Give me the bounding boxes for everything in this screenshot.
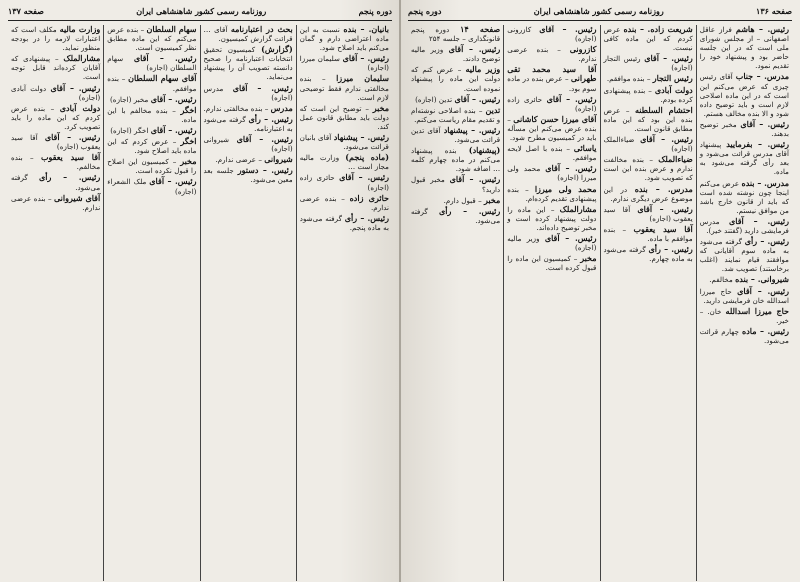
speech-text: تدین (اجازه)	[415, 94, 453, 104]
speech-text: – عرض کنم که دولت این ماده را پیشنهاد نموده است.	[411, 65, 501, 93]
speech-entry	[11, 84, 100, 102]
speaker-name: رئیس. – آقای	[133, 53, 197, 64]
speech-entry	[411, 175, 500, 193]
speaker-name: ضیاءالملک	[658, 154, 693, 165]
speaker-name: آقای شیروانی	[54, 192, 101, 203]
speech-text: نسبت به این ماده اعتراضی دارم و گمان می‌کنم باید اصلاح شود.	[299, 25, 389, 53]
speech-entry	[700, 275, 789, 284]
speaker-name: محمد ولی میرزا	[534, 183, 597, 194]
right-page-title: روزنامه رسمی کشور شاهنشاهی ایران	[533, 6, 664, 16]
speaker-name: اخگر	[180, 136, 197, 147]
speaker-name: دولت آبادی	[59, 102, 101, 113]
speech-entry	[11, 153, 100, 171]
speech-text: – بنده پیشنهادی کرده بودم.	[603, 85, 693, 104]
speech-entry	[300, 214, 389, 232]
speech-text: – بنده مخالفم.	[11, 153, 101, 172]
speech-text: گرفته می‌شود به ماده چهارم.	[603, 245, 693, 264]
speech-entry	[107, 126, 196, 135]
speaker-name: رئیس. – آقای	[232, 82, 293, 93]
speaker-name: رئیس. – رأی	[744, 236, 789, 247]
speaker-name: صفحه ۱۴	[460, 25, 501, 34]
speaker-name: رئیس. – پیشنهاد	[443, 124, 501, 135]
speech-text: – بنده مخالفت ندارم و عرض بنده این است که تصویب شود.	[603, 155, 693, 183]
speech-text: – عرض کردم که این ماده باید اصلاح شود.	[107, 137, 197, 156]
speech-text: – بنده با اصل لایحه موافقم.	[507, 144, 597, 163]
speech-text: آقای رئیس چیزی که عرض می‌کنم این است که در این ماده اصلاحی لازم است و باید توضیح داده شود و الا بنده مخالف هستم.	[699, 72, 789, 118]
speaker-name: رئیس. – آقای	[454, 93, 501, 104]
speaker-name: حاج میرزا اسدالله	[725, 305, 789, 316]
speech-entry	[300, 133, 389, 151]
speech-entry	[507, 254, 596, 272]
speech-entry	[107, 157, 196, 175]
speaker-name: (پیشنهاد)	[468, 145, 501, 156]
speech-text: گرفته می‌شود به ماده سوم آقایانی که موافقند قیام نمایند (اغلب برخاستند) تصویب شد.	[699, 237, 789, 274]
speaker-name: رئیس. – آقای	[339, 172, 389, 183]
speech-entry	[507, 25, 596, 43]
speech-entry	[11, 25, 100, 52]
speech-text: – پیشنهادی که آقایان کرده‌اند قابل توجه است.	[11, 54, 101, 82]
speaker-name: دولت آبادی	[654, 84, 693, 95]
speech-entry	[204, 25, 293, 43]
speech-entry	[507, 144, 596, 162]
left-page-header	[8, 4, 392, 21]
speech-text: رئیس التجار (اجازه)	[603, 54, 693, 73]
speech-entry	[204, 104, 293, 113]
speaker-name: رئیس. – آقای	[342, 53, 389, 64]
text-column	[408, 25, 504, 581]
speaker-name: رئیس. – هاشم	[735, 25, 789, 34]
speaker-name: (گزارش)	[261, 44, 293, 55]
speech-entry	[204, 135, 293, 153]
speech-text: – عرض بنده این بود که این ماده مطابق قانون است.	[603, 105, 693, 133]
speech-entry	[604, 106, 693, 133]
speech-entry	[107, 25, 196, 52]
speaker-name: رئیس. – آقای	[729, 215, 789, 226]
left-page-issue: دوره پنجم	[358, 6, 392, 16]
speech-text: ضیاءالملک (اجازه)	[603, 135, 693, 154]
speech-text: – عرض بنده در ماده سوم بود.	[507, 74, 597, 93]
speech-entry	[700, 287, 789, 305]
speaker-name: رئیس. – ماده	[742, 325, 789, 336]
speaker-name: مخبر	[483, 194, 501, 205]
speech-text: – بنده عرض می‌کنم که این ماده مطابق نظر کمیسیون است.	[107, 25, 197, 53]
left-page-columns	[8, 25, 392, 581]
speech-entry	[700, 217, 789, 235]
speaker-name: رئیس التجار	[652, 73, 693, 84]
speech-entry	[604, 135, 693, 153]
speech-entry	[411, 106, 500, 124]
speaker-name: آقا سید یعقوب	[633, 223, 693, 234]
page-gutter	[399, 0, 401, 582]
speaker-name: رئیس. – رأی	[39, 172, 101, 183]
speech-text: حائری زاده (اجازه)	[299, 173, 389, 192]
speaker-name: مشارالملک	[63, 53, 101, 64]
text-column	[8, 25, 104, 581]
speech-text: – عرضی ندارم.	[215, 155, 262, 165]
speech-text: آقا سید یعقوب (اجازه)	[603, 204, 693, 223]
speech-text: – توضیح این است که دولت باید مطابق قانون عمل کند.	[299, 103, 389, 131]
speech-text: مدرس فرمایشی دارید (گفتند خیر).	[699, 216, 789, 235]
speech-text: – بنده موافقم با ماده.	[603, 224, 693, 243]
right-page	[400, 0, 800, 582]
speech-text: – کمیسیون این ماده را قبول کرده است.	[507, 254, 597, 273]
speaker-name: رئیس. – آقای	[545, 163, 597, 174]
speech-text: آقای تدین قرائت می‌شود.	[411, 125, 501, 145]
speech-entry	[300, 194, 389, 212]
right-page-number: صفحه ۱۳۶	[756, 6, 792, 16]
speaker-name: آقا سید یعقوب	[40, 152, 101, 163]
speech-text: – بنده عرضی ندارم.	[507, 45, 597, 64]
text-column	[201, 25, 297, 581]
speech-entry	[11, 104, 100, 131]
speech-entry	[300, 153, 389, 171]
speech-entry	[604, 225, 693, 243]
speech-entry	[204, 84, 293, 102]
speech-text: جلسه بعد معین می‌شود.	[203, 166, 293, 185]
speech-entry	[204, 155, 293, 164]
speech-text: گرفته می‌شود.	[411, 206, 501, 225]
speech-entry	[107, 74, 196, 92]
speech-text: مخالفم.	[709, 275, 733, 285]
text-column	[104, 25, 200, 581]
speaker-name: کازرونی	[569, 44, 597, 55]
speaker-name: رئیس. – آقای	[50, 82, 101, 93]
speech-entry	[204, 45, 293, 81]
speech-text: – این ماده را دولت پیشنهاد کرده است و مخبر توضیح داده‌اند.	[507, 204, 597, 232]
speaker-name: رئیس. – آقای	[544, 232, 597, 243]
speech-entry	[107, 95, 196, 104]
speaker-name: رئیس. – آقای	[149, 176, 197, 187]
speaker-name: مدرس. – بنده	[634, 183, 693, 194]
speech-text: عرض کردم که این ماده کافی نیست.	[603, 25, 693, 53]
speech-text: – بنده مخالفم با این ماده.	[107, 105, 197, 124]
speaker-name: رئیس. – آقای	[236, 134, 293, 145]
speech-entry	[107, 54, 196, 72]
speech-text: گرفته می‌شود.	[11, 173, 101, 192]
speaker-name: رئیس. – بفرمایید	[726, 139, 789, 150]
speech-entry	[604, 155, 693, 182]
speaker-name: سلیمان میرزا	[336, 73, 389, 84]
speech-entry	[700, 179, 789, 215]
speech-entry	[11, 173, 100, 191]
speech-text: خان. – خیر.	[699, 306, 789, 325]
speech-entry	[604, 185, 693, 203]
speaker-name: وزیر مالیه	[465, 64, 501, 75]
speech-text: – بنده پیشنهادی تقدیم کرده‌ام.	[507, 184, 597, 203]
speaker-name: (ماده پنجم)	[345, 152, 389, 163]
speech-text: حاج میرزا اسدالله خان فرمایشی دارید.	[699, 286, 789, 305]
speaker-name: رئیس. – رأی	[248, 113, 293, 124]
speech-text: آقای … قرائت گزارش کمیسیون.	[203, 25, 293, 44]
speaker-name: وزارت مالیه	[59, 25, 101, 34]
right-page-header	[408, 4, 792, 21]
speech-text: دولت آبادی (اجازه)	[11, 83, 101, 102]
speech-text: – کمیسیون این اصلاح را قبول نکرده است.	[107, 157, 197, 176]
speech-entry	[300, 173, 389, 191]
speaker-name: مدرس. – جناب	[735, 71, 789, 82]
speech-text: وزارت مالیه مجاز است …	[299, 153, 389, 172]
speech-entry	[604, 245, 693, 263]
speech-entry	[604, 74, 693, 83]
speech-text: مخبر (اجازه)	[110, 94, 149, 104]
speaker-name: رئیس. – آقای	[539, 25, 597, 34]
speech-text: در این موضوع عرض دیگری ندارم.	[603, 184, 693, 203]
speaker-name: رئیس. – آقای	[644, 53, 693, 64]
speaker-name: رئیس. – آقای	[44, 132, 101, 143]
speaker-name: رئیس. – آقای	[150, 93, 197, 104]
speaker-name: سهام السلطان	[146, 25, 197, 34]
speaker-name: رئیس. – پیشنهاد	[333, 132, 389, 143]
speech-entry	[700, 140, 789, 176]
speech-entry	[107, 106, 196, 124]
speech-text: مخبر توضیح بدهند.	[699, 119, 789, 139]
speech-entry	[11, 54, 100, 81]
speech-text: آقا سید یعقوب (اجازه)	[11, 133, 101, 152]
speech-entry	[507, 185, 596, 203]
speech-entry	[700, 25, 789, 70]
speech-entry	[411, 207, 500, 225]
speech-text: چهارم قرائت می‌شود.	[699, 326, 789, 345]
speech-text: محمد ولی میرزا (اجازه)	[507, 164, 597, 183]
speaker-name: رئیس. – رأی	[648, 244, 693, 255]
speech-entry	[700, 120, 789, 138]
speech-entry	[604, 54, 693, 72]
speaker-name: رئیس. – رأی	[439, 205, 501, 216]
speech-text: کازرونی (اجازه)	[507, 25, 597, 44]
speaker-name: رئیس. – آقای	[640, 134, 693, 145]
speech-entry	[507, 164, 596, 182]
speech-text: – بنده عرضی ندارم.	[299, 193, 389, 212]
right-page-issue: دوره پنجم	[408, 6, 442, 16]
speech-text: – بنده عرض می‌کنم این مسأله باید در کمیسیون مطرح شود.	[507, 114, 597, 143]
speech-text: حائری زاده (اجازه)	[507, 94, 597, 113]
text-column	[504, 25, 600, 581]
speech-entry	[604, 25, 693, 52]
speech-text: سلیمان میرزا (اجازه)	[299, 54, 389, 73]
speech-text: – بنده مخالفتی ندارم.	[203, 103, 269, 113]
speech-entry	[300, 74, 389, 101]
speech-entry	[700, 72, 789, 117]
speech-entry	[411, 65, 500, 92]
speech-entry	[700, 327, 789, 345]
speech-entry	[11, 133, 100, 151]
speech-entry	[300, 25, 389, 52]
speech-text: – بنده مخالفتی ندارم فقط توضیحی لازم است.	[299, 74, 389, 102]
speech-entry	[300, 54, 389, 72]
speech-text: – بنده عرض کردم که این ماده را باید تصویب کرد.	[11, 103, 101, 131]
speaker-name: مخبر	[180, 156, 197, 167]
speech-text: ملک الشعراء (اجازه)	[107, 177, 197, 196]
speaker-name: رئیس. – آقای	[448, 44, 501, 55]
speech-text: وزیر مالیه (اجازه)	[507, 233, 597, 253]
speaker-name: رئیس. – آقای	[449, 174, 501, 185]
speech-text: شیروانی (اجازه)	[203, 135, 293, 154]
speech-text: وزیر مالیه توضیح دادند.	[411, 45, 501, 64]
speech-entry	[604, 205, 693, 223]
speech-entry	[604, 86, 693, 104]
speech-entry	[411, 196, 500, 205]
speaker-name: شیروانی. – بنده	[735, 274, 789, 285]
speaker-name: رئیس. – آقای	[737, 285, 789, 296]
speech-entry	[507, 205, 596, 232]
speech-text: – بنده موافقم.	[606, 74, 651, 84]
speech-text: سهام السلطان (اجازه)	[107, 54, 197, 73]
speaker-name: مدرس. – بنده	[741, 177, 789, 188]
speaker-name: تدین	[485, 104, 501, 115]
speech-entry	[507, 45, 596, 63]
speaker-name: احتشام السلطنه	[634, 104, 693, 115]
speech-entry	[11, 194, 100, 212]
speaker-name: رئیس. – آقای	[637, 203, 693, 214]
speech-text: عرض می‌کنم اینجا چون نوشته شده است که باید از قانون خارج باشد من موافق نیستم.	[699, 178, 789, 215]
speech-entry	[700, 237, 789, 273]
speech-text: مکلف است که اعتبارات لازمه را در بودجه منظور نماید.	[11, 25, 101, 53]
speaker-name: مشارالملک	[559, 203, 597, 214]
speaker-name: آقای میرزا حسن کاشانی	[513, 113, 597, 124]
speaker-name: مدرس	[270, 102, 293, 113]
speech-text: – بنده عرضی ندارم.	[11, 193, 101, 212]
speaker-name: رئیس. – آقای	[546, 93, 597, 104]
speech-text: گرفته می‌شود به اعتبارنامه.	[203, 114, 293, 133]
speech-text: اخگر (اجازه)	[110, 125, 149, 135]
speaker-name: بانیان. – بنده	[343, 25, 389, 34]
speech-text: دوره پنجم قانونگذاری – جلسه ۲۵۴	[411, 25, 501, 44]
speech-entry	[204, 115, 293, 133]
speech-entry	[411, 95, 500, 104]
speech-text: مدرس (اجازه)	[203, 83, 293, 102]
speech-text: – بنده اصلاحی نوشته‌ام و تقدیم مقام ریاست می‌کنم.	[411, 105, 501, 124]
speech-text: مخبر قبول دارید؟	[411, 175, 501, 194]
speaker-name: یاسائی	[573, 143, 597, 154]
speech-text: کمیسیون تحقیق انتخابات اعتبارنامه را صحیح دانسته تصویب آن را پیشنهاد می‌نماید.	[203, 45, 293, 82]
speaker-name: بحث در اعتبارنامه	[230, 25, 293, 34]
speech-text: پیشنهاد آقای مدرس قرائت می‌شود و بعد رأی گرفته می‌شود به ماده.	[699, 140, 789, 177]
speech-text: بنده پیشنهاد می‌کنم در ماده چهارم کلمه … اضافه شود.	[411, 146, 501, 174]
speaker-name: رئیس. – رأی	[344, 212, 389, 223]
speaker-name: مخبر	[580, 253, 597, 264]
speaker-name: آقای سهام السلطان	[128, 73, 197, 84]
speaker-name: حائری زاده	[349, 192, 389, 203]
speech-text: فراز عاقل اصفهانی – از مجلس شورای ملی است که در این جلسه حاضر بود و پیشنهاد خود را تقدیم نمود.	[699, 25, 789, 71]
text-column	[297, 25, 392, 581]
speaker-name: شیروانی	[264, 154, 293, 165]
text-column	[697, 25, 792, 581]
speech-entry	[204, 166, 293, 184]
speech-entry	[411, 25, 500, 43]
speaker-name: شریعت زاده. – بنده	[623, 25, 693, 34]
speech-text: – بنده موافقم.	[107, 74, 197, 93]
speech-entry	[411, 146, 500, 173]
speech-text: – قبول دارم.	[443, 195, 482, 205]
speaker-name: آقا سید محمد تقی طهرانی	[507, 64, 597, 84]
speech-entry	[411, 126, 500, 144]
speech-entry	[411, 45, 500, 63]
speaker-name: اخگر	[180, 104, 197, 115]
speech-entry	[507, 115, 596, 142]
right-page-columns	[408, 25, 792, 581]
speech-entry	[300, 104, 389, 131]
speech-text: گرفته می‌شود به ماده پنجم.	[299, 213, 389, 232]
speech-text: آقای بانیان قرائت می‌شود.	[299, 133, 389, 152]
speaker-name: مخبر	[372, 102, 389, 113]
left-page-number: صفحه ۱۳۷	[8, 6, 44, 16]
speech-entry	[507, 234, 596, 252]
speaker-name: رئیس. – دستور	[237, 165, 293, 176]
text-column	[601, 25, 697, 581]
speaker-name: رئیس. – آقای	[740, 118, 789, 129]
speaker-name: رئیس. – آقای	[150, 124, 197, 135]
speech-entry	[107, 137, 196, 155]
speech-entry	[507, 95, 596, 113]
speech-entry	[700, 307, 789, 325]
speech-entry	[107, 177, 196, 195]
left-page-title: روزنامه رسمی کشور شاهنشاهی ایران	[136, 6, 267, 16]
speech-entry	[507, 65, 596, 92]
